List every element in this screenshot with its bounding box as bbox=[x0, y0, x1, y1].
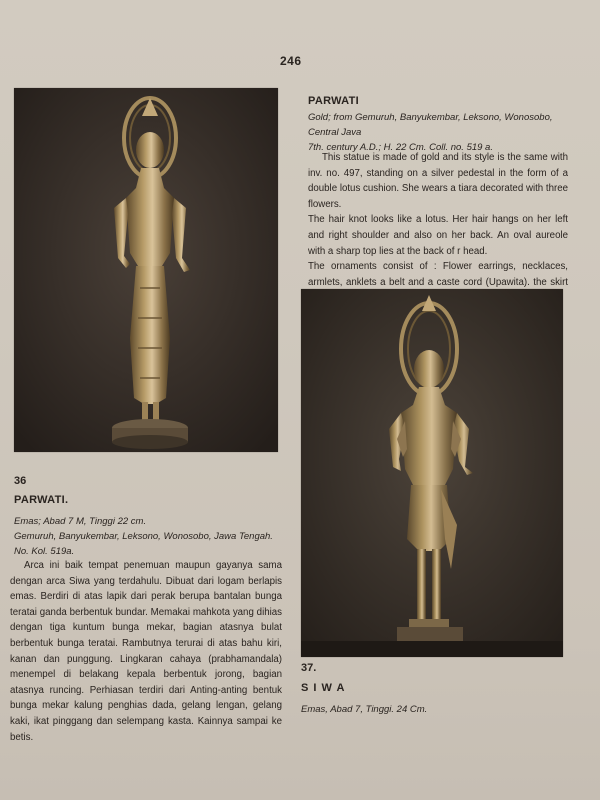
right-paragraph-3: The ornaments consist of : Flower earrings, necklaces, armlets, anklets a belt and a caste cord (Upawita). the skirt bbox=[308, 261, 568, 288]
parwati-statue-photo bbox=[14, 88, 278, 452]
right-meta-line2: 7th. century A.D.; H. 22 Cm. Coll. no. 519 a. bbox=[308, 142, 493, 153]
right-title: PARWATI bbox=[308, 95, 359, 107]
right-figure-title: S I W A bbox=[301, 682, 346, 694]
right-meta bbox=[308, 110, 570, 155]
right-paragraph-2: The hair knot looks like a lotus. Her hair hangs on her left and right shoulder and also on her back. An oval aureole with a sharp top lies at the back of r head. bbox=[308, 214, 568, 257]
siwa-statue-photo bbox=[301, 289, 563, 657]
left-meta-line2: Gemuruh, Banyukembar, Leksono, Wonosobo, Jawa Tengah. No. Kol. 519a. bbox=[14, 531, 273, 557]
right-figure-meta: Emas, Abad 7, Tinggi. 24 Cm. bbox=[301, 704, 428, 715]
left-body bbox=[10, 558, 282, 745]
right-paragraph-1: This statue is made of gold and its style is the same with inv. no. 497, standing on a silver pedestal in the form of a double lotus cushion. She wears a tiara decorated with three flowers. bbox=[308, 152, 568, 210]
left-figure-title: PARWATI. bbox=[14, 494, 69, 506]
right-body bbox=[308, 150, 568, 306]
left-paragraph: Arca ini baik tempat penemuan maupun gayanya sama dengan arca Siwa yang terdahulu. Dibuat dari logam berlapis emas. Berdiri di atas lapik dari perak berupa bantalan bunga teratai ganda berbentuk bundar. Memakai mahkota yang dihias dengan tiga kuntum bunga mekar, bagian atasnya bulat berbentuk bunga teratai. Rambutnya terurai di atas bahu kiri, kanan dan punggung. Lingkaran cahaya (prabhamandala) menempel di belakang kepala berbentuk jorong, bagian atasnya runcing. Perhiasan terdiri dari Anting-anting bentuk bunga mekar kalung penghias dada, gelang lengan, gelang kaki, ikat pinggang dan selempang kasta. Kainnya sampai ke betis. bbox=[10, 560, 282, 743]
left-figure-number: 36 bbox=[14, 475, 27, 487]
right-meta-line1: Gold; from Gemuruh, Banyukembar, Leksono, Wonosobo, Central Java bbox=[308, 112, 553, 138]
left-meta-line1: Emas; Abad 7 M, Tinggi 22 cm. bbox=[14, 516, 147, 527]
left-figure-meta bbox=[14, 514, 284, 559]
page-number: 246 bbox=[280, 54, 302, 68]
right-figure-number: 37. bbox=[301, 662, 317, 674]
